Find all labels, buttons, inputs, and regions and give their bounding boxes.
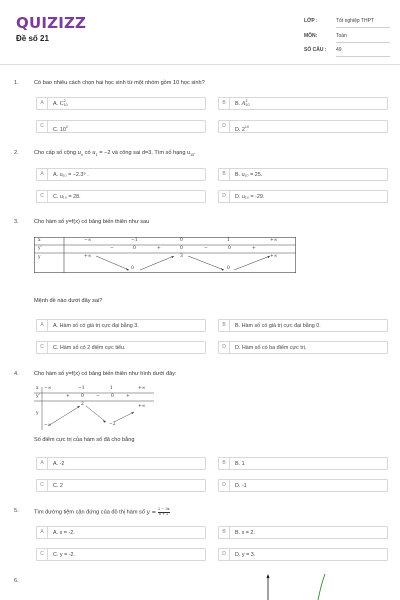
option-text: C. Hàm số có 2 điểm cực tiểu. [53, 345, 126, 351]
y-value: 2 [81, 402, 84, 407]
yprime-sign: − [96, 394, 100, 399]
option-text: D. Hàm số có ba điểm cực trị. [235, 345, 307, 351]
yprime-sign: + [157, 246, 161, 251]
answer-option-d[interactable] [218, 548, 388, 561]
option-letter: A [36, 168, 48, 181]
x-value: 1 [227, 238, 230, 243]
question-text: Có bao nhiêu cách chọn hai học sinh từ một nhóm gồm 10 học sinh? [34, 80, 205, 86]
option-letter: C [36, 120, 48, 133]
x-value: +∞ [138, 386, 146, 391]
option-letter: A [36, 457, 48, 470]
answer-option-c[interactable] [36, 120, 206, 133]
option-text: B. A2 10 [235, 98, 250, 107]
option-letter: B [218, 97, 230, 110]
y-value: 0 [227, 266, 230, 271]
y-value: −∞ [44, 423, 52, 428]
option-text: B. Hàm số có giá trị cực đại bằng 0. [235, 323, 321, 329]
yprime-row-label: y' [36, 394, 40, 399]
question-text: Cho cấp số cộng $u_n$ có $u_1 = -2$ và công sai d=3. Tìm số hạng $u_{10}$. [34, 150, 196, 158]
yprime-sign: − [110, 246, 114, 251]
option-text: C. 2 [53, 483, 63, 489]
y-row-label: y [36, 411, 39, 416]
question-text: Tìm đường tiệm cận đứng của đồ thị hàm số y = $\frac{2 - 3x}{x + 2}$ [34, 507, 170, 516]
option-letter: D [218, 341, 230, 354]
option-text: A. C2 10 [53, 98, 68, 107]
x-row-label: x [38, 238, 41, 243]
class-underline [336, 27, 390, 28]
option-letter: A [36, 526, 48, 539]
option-letter: B [218, 526, 230, 539]
subject-underline [336, 42, 390, 43]
count-underline [336, 56, 390, 57]
option-text: D. y = 3. [235, 552, 256, 558]
sub-question-text: Số điểm cực trị của hàm số đã cho bằng [34, 437, 135, 443]
class-label: LỚP : [304, 18, 318, 24]
question-number: 2. [14, 150, 19, 156]
answer-option-b[interactable] [218, 319, 388, 332]
option-letter: D [218, 479, 230, 492]
count-label: SỐ CÂU : [304, 47, 327, 53]
option-letter: A [36, 319, 48, 332]
answer-option-b[interactable] [218, 168, 388, 181]
option-text: D. -1 [235, 483, 247, 489]
question-number: 5. [14, 508, 19, 514]
yprime-zero: 0 [228, 246, 231, 251]
option-letter: D [218, 548, 230, 561]
class-value: Tốt nghiệp THPT [336, 18, 374, 24]
variation-table-grid [34, 237, 296, 273]
option-text: A. u₁₀ = −2.3⁹ . [53, 172, 89, 178]
graph-figure [240, 572, 330, 600]
answer-option-a[interactable] [36, 168, 206, 181]
sub-question-text: Mệnh đề nào dưới đây sai? [34, 298, 103, 304]
answer-option-a[interactable] [36, 526, 206, 539]
x-value: 1 [110, 386, 113, 391]
answer-option-b[interactable] [218, 526, 388, 539]
answer-option-a[interactable] [36, 319, 206, 332]
answer-option-d[interactable] [218, 479, 388, 492]
answer-option-d[interactable] [218, 190, 388, 203]
yprime-sign: + [252, 246, 256, 251]
answer-option-b[interactable] [218, 97, 388, 110]
option-text: B. x = 2. [235, 530, 255, 536]
answer-option-a[interactable] [36, 97, 206, 110]
y-value: +∞ [270, 254, 278, 259]
variation-table [34, 237, 296, 273]
yprime-zero: 0 [81, 394, 84, 399]
question-number: 4. [14, 371, 19, 377]
option-text: A. Hàm số có giá trị cực đại bằng 3. [53, 323, 139, 329]
yprime-zero: 0 [133, 246, 136, 251]
y-value: 0 [131, 266, 134, 271]
option-text: D. u₁₀ = -29. [235, 194, 265, 200]
y-row-label: y [38, 255, 41, 260]
yprime-sign: + [66, 394, 70, 399]
variation-table [34, 386, 154, 430]
subject-label: MÔN: [304, 33, 318, 39]
yprime-row-label: y' [38, 246, 42, 251]
yprime-zero: 0 [111, 394, 114, 399]
option-letter: C [36, 479, 48, 492]
question-text: Cho hàm số y=f(x) có bảng biến thiên như sau [34, 219, 150, 225]
option-letter: B [218, 457, 230, 470]
question-text: Cho hàm số y=f(x) có bảng biến thiên như hình dưới đây: [34, 371, 177, 377]
yprime-zero: 0 [180, 246, 183, 251]
option-letter: B [218, 319, 230, 332]
option-letter: D [218, 190, 230, 203]
x-value: −1 [78, 386, 85, 391]
option-text: D. $2^{10}$ [235, 125, 249, 133]
y-value: 3 [180, 254, 183, 259]
option-text: B. u₁₀ = 25. [235, 172, 263, 178]
x-row-label: x [36, 386, 39, 391]
option-text: B. 1 [235, 461, 245, 467]
yprime-sign: − [204, 246, 208, 251]
question-number: 6. [14, 578, 19, 584]
x-value: −1 [131, 238, 138, 243]
y-value: −2 [109, 422, 116, 427]
answer-option-c[interactable] [36, 190, 206, 203]
option-text: A. x = -2. [53, 530, 75, 536]
exam-title: Đề số 21 [16, 34, 49, 43]
y-value: +∞ [84, 254, 92, 259]
answer-option-c[interactable] [36, 548, 206, 561]
x-value: −∞ [84, 238, 92, 243]
option-text: C. u₁₀ = 28. [53, 194, 81, 200]
variation-table-grid [34, 386, 154, 430]
option-text: C. y = -2. [53, 552, 76, 558]
subject-value: Toán [336, 33, 347, 39]
x-value: −∞ [44, 386, 52, 391]
answer-option-b[interactable] [218, 457, 388, 470]
option-letter: D [218, 120, 230, 133]
question-number: 1. [14, 80, 19, 86]
yprime-sign: + [126, 394, 130, 399]
option-text: C. $10^2$ [53, 125, 68, 133]
y-value: +∞ [138, 404, 146, 409]
answer-option-c[interactable] [36, 341, 206, 354]
answer-option-d[interactable] [218, 120, 388, 133]
option-letter: A [36, 97, 48, 110]
count-value: 49 [336, 47, 342, 53]
option-letter: C [36, 190, 48, 203]
option-letter: B [218, 168, 230, 181]
quizizz-logo: QUIZIZZ [16, 14, 87, 32]
x-value: 0 [180, 238, 183, 243]
option-text: A. -2 [53, 461, 65, 467]
option-letter: C [36, 341, 48, 354]
option-letter: C [36, 548, 48, 561]
answer-option-d[interactable] [218, 341, 388, 354]
question-number: 3. [14, 219, 19, 225]
answer-option-a[interactable] [36, 457, 206, 470]
answer-option-c[interactable] [36, 479, 206, 492]
x-value: +∞ [270, 238, 278, 243]
header-divider [0, 64, 400, 65]
